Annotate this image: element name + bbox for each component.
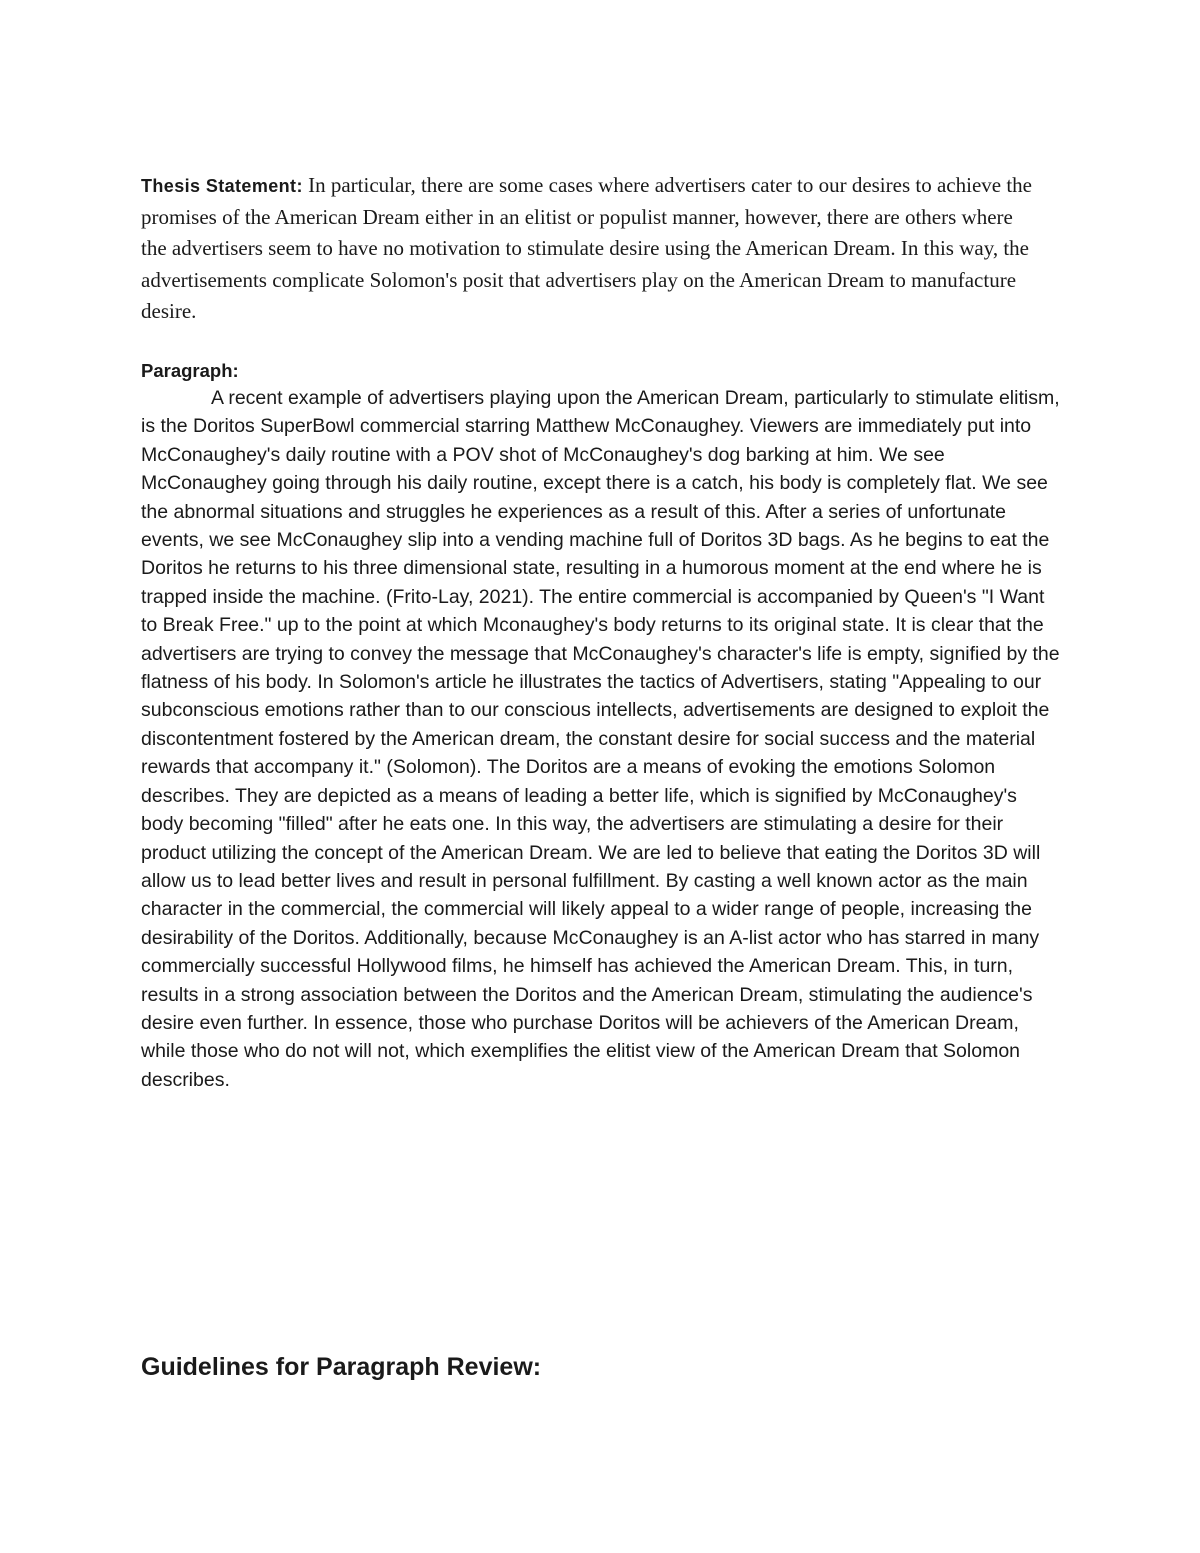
paragraph-label: Paragraph:	[141, 360, 239, 381]
thesis-text: In particular, there are some cases where advertisers cater to our desires to achieve the promises of the American Dream either in an elitist or populist manner, however, there are others where the advertisers seem to have no motivation to stimulate desire using the American Dream. In this way, the advertisements complicate Solomon's posit that advertisers play on the American Dream to manufacture desire.	[141, 173, 1032, 323]
thesis-label: Thesis Statement:	[141, 176, 303, 196]
guidelines-heading: Guidelines for Paragraph Review:	[141, 1353, 542, 1381]
paragraph-body: A recent example of advertisers playing upon the American Dream, particularly to stimulate elitism, is the Doritos SuperBowl commercial starring Matthew McConaughey. Viewers are immediately put into McConaughey's daily routine with a POV shot of McConaughey's dog barking at him. We see McConaughey going through his daily routine, except there is a catch, his body is completely flat. We see the abnormal situations and struggles he experiences as a result of this. After a series of unfortunate events, we see McConaughey slip into a vending machine full of Doritos 3D bags. As he begins to eat the Doritos he returns to his three dimensional state, resulting in a humorous moment at the end where he is trapped inside the machine. (Frito-Lay, 2021). The entire commercial is accompanied by Queen's "I Want to Break Free." up to the point at which Mconaughey's body returns to its original state. It is clear that the advertisers are trying to convey the message that McConaughey's character's life is empty, signified by the flatness of his body. In Solomon's article he illustrates the tactics of Advertisers, stating "Appealing to our subconscious emotions rather than to our conscious intellects, advertisements are designed to exploit the discontentment fostered by the American dream, the constant desire for social success and the material rewards that accompany it." (Solomon). The Doritos are a means of evoking the emotions Solomon describes. They are depicted as a means of leading a better life, which is signified by McConaughey's body becoming "filled" after he eats one. In this way, the advertisers are stimulating a desire for their product utilizing the concept of the American Dream. We are led to believe that eating the Doritos 3D will allow us to lead better lives and result in personal fulfillment. By casting a well known actor as the main character in the commercial, the commercial will likely appeal to a wider range of people, increasing the desirability of the Doritos. Additionally, because McConaughey is an A-list actor who has starred in many commercially successful Hollywood films, he himself has achieved the American Dream. This, in turn, results in a strong association between the Doritos and the American Dream, stimulating the audience's desire even further. In essence, those who purchase Doritos will be achievers of the American Dream, while those who do not will not, which exemplifies the elitist view of the American Dream that Solomon describes.	[141, 387, 1060, 1091]
thesis-statement	[141, 170, 1041, 327]
